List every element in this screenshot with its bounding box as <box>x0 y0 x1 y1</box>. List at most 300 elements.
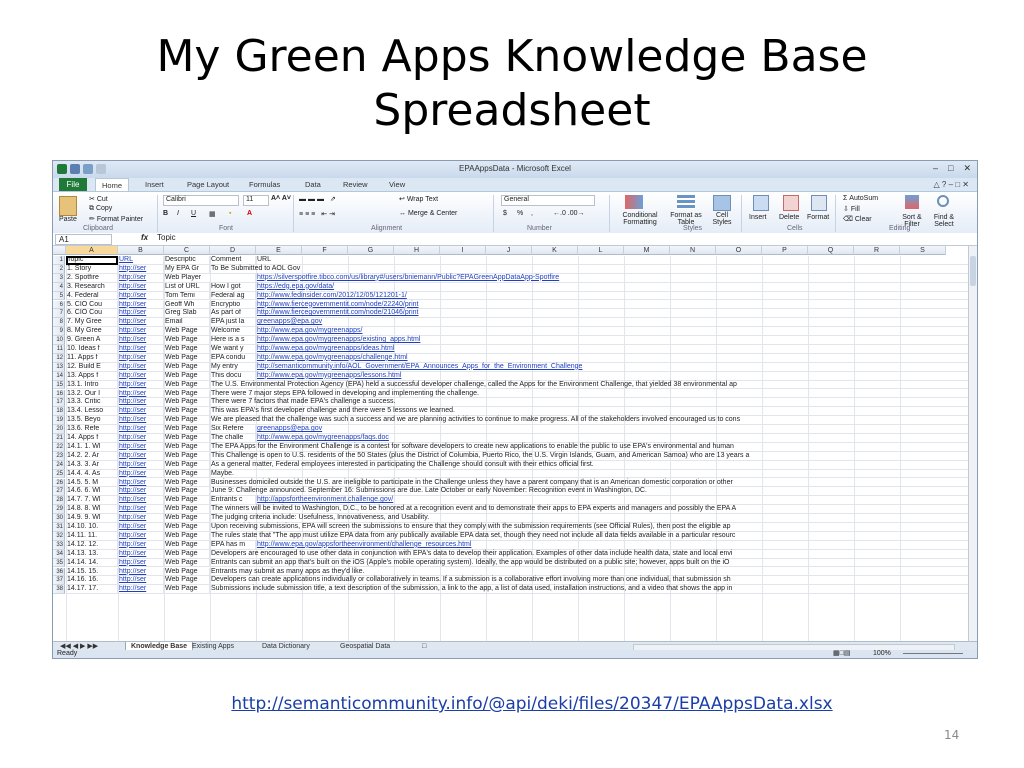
cell-c[interactable]: Web Page <box>165 585 210 594</box>
cell-c[interactable]: Web Page <box>165 336 210 345</box>
cell-b[interactable]: http://ser <box>119 532 164 541</box>
font-name-select[interactable]: Calibri <box>163 195 239 206</box>
row-header[interactable]: 33 <box>53 541 65 550</box>
column-header[interactable]: E <box>256 246 302 255</box>
zoom-level[interactable]: 100% <box>873 650 891 657</box>
cell-e[interactable]: greenapps@epa.gov <box>257 425 323 433</box>
font-color-icon[interactable]: A <box>247 210 253 217</box>
fill-button[interactable]: ⇩ Fill <box>843 206 860 213</box>
row-header[interactable]: 32 <box>53 532 65 541</box>
help-icon[interactable]: △ ? – □ ✕ <box>933 180 969 189</box>
find-select-button[interactable]: Find & Select <box>933 214 955 228</box>
cell-b[interactable]: http://ser <box>119 318 164 327</box>
cell-c[interactable]: Web Page <box>165 390 210 399</box>
table-row <box>66 354 968 363</box>
cell-a[interactable]: 1. Story <box>67 265 118 274</box>
cell-c[interactable]: Web Page <box>165 381 210 390</box>
cell-a[interactable]: 14.10. 10. <box>67 523 118 532</box>
autosum-button[interactable]: Σ AutoSum <box>843 195 879 202</box>
cell-c[interactable]: Web Page <box>165 576 210 585</box>
tab-insert[interactable]: Insert <box>145 180 164 189</box>
close-icon[interactable]: ✕ <box>963 163 971 173</box>
tab-home[interactable]: Home <box>95 178 129 192</box>
cell-b[interactable]: http://ser <box>119 550 164 559</box>
cell-d[interactable]: Six Refere <box>211 425 256 434</box>
cell-b[interactable]: http://ser <box>119 309 164 318</box>
row-header[interactable]: 17 <box>53 398 65 407</box>
view-buttons-icon[interactable]: ▦□▤ <box>833 650 851 657</box>
tab-formulas[interactable]: Formulas <box>249 180 281 189</box>
column-header[interactable]: F <box>302 246 348 255</box>
column-header[interactable]: K <box>532 246 578 255</box>
cell-d[interactable]: How I got <box>211 283 256 292</box>
table-row <box>66 407 968 416</box>
column-header[interactable]: P <box>762 246 808 255</box>
percent-button[interactable]: % <box>517 210 524 217</box>
cell-a[interactable]: 10. Ideas f <box>67 345 118 354</box>
cell-c[interactable]: Web Page <box>165 541 210 550</box>
cell-c[interactable]: Email <box>165 318 210 327</box>
row-header[interactable]: 7 <box>53 309 65 318</box>
merge-icon: ↔ <box>399 210 408 217</box>
cell-b[interactable]: http://ser <box>119 461 164 470</box>
cell-e[interactable]: http://www.epa.gov/mygreenapps/ <box>257 327 363 335</box>
column-header[interactable]: L <box>578 246 624 255</box>
cell-c[interactable]: Web Page <box>165 479 210 488</box>
column-header[interactable]: J <box>486 246 532 255</box>
cell-c[interactable]: Web Page <box>165 470 210 479</box>
sheet-tab-geospatial-data[interactable]: Geospatial Data <box>340 643 391 650</box>
cell-c[interactable]: Web Page <box>165 514 210 523</box>
cell-d[interactable]: The rules state that "The app must utilize EPA data from any publically available EPA data set, though they need not include all data fields available in a particular resourc <box>211 531 736 539</box>
cell-b[interactable]: http://ser <box>119 354 164 363</box>
cell-d[interactable]: Entrants can submit an app that's built on the iOS (Apple's mobile operating system). Ideally, the app would be distributed on a public site; however, apps built on the iO <box>211 558 730 566</box>
cell-a[interactable]: 11. Apps f <box>67 354 118 363</box>
cell-a[interactable]: 14.11. 11. <box>67 532 118 541</box>
align-top-icon[interactable]: ▬▬▬ ⇗ <box>299 196 338 203</box>
column-header[interactable]: G <box>348 246 394 255</box>
cell-d[interactable]: As part of <box>211 309 256 318</box>
cell-d[interactable]: We want y <box>211 345 256 354</box>
cell-c[interactable]: Web Page <box>165 487 210 496</box>
cell-c[interactable]: Web Page <box>165 568 210 577</box>
column-header[interactable]: R <box>854 246 900 255</box>
cell-c[interactable]: Web Page <box>165 425 210 434</box>
cell-c[interactable]: Web Page <box>165 327 210 336</box>
decimal-icon[interactable]: ←.0 .00→ <box>553 210 585 217</box>
cell-d[interactable]: This was EPA's first developer challenge and there were 5 lessons we learned. <box>211 407 456 415</box>
active-cell[interactable] <box>66 256 118 265</box>
cell-c[interactable]: Web Page <box>165 496 210 505</box>
cell-b[interactable]: URL <box>119 256 164 265</box>
grow-font-icon[interactable]: A˄ A˅ <box>271 195 291 202</box>
cell-a[interactable]: 14.17. 17. <box>67 585 118 594</box>
format-painter-button[interactable]: ✏ Format Painter <box>89 216 144 223</box>
cell-c[interactable]: Web Page <box>165 523 210 532</box>
cell-e[interactable]: http://www.fedinsider.com/2012/12/05/121201-1/ <box>257 291 407 299</box>
cell-b[interactable]: http://ser <box>119 479 164 488</box>
cell-e[interactable]: http://www.epa.gov/mygreenapps/challenge.html <box>257 353 408 361</box>
cell-b[interactable]: http://ser <box>119 301 164 310</box>
cell-b[interactable]: http://ser <box>119 416 164 425</box>
cell-c[interactable]: Web Page <box>165 354 210 363</box>
row-header[interactable]: 9 <box>53 327 65 336</box>
cell-b[interactable]: http://ser <box>119 505 164 514</box>
cell-a[interactable]: 13.3. Critic <box>67 398 118 407</box>
row-header[interactable]: 36 <box>53 568 65 577</box>
row-header[interactable]: 12 <box>53 354 65 363</box>
cell-c[interactable]: Web Page <box>165 398 210 407</box>
cell-d[interactable]: There were 7 major steps EPA followed in developing and implementing the challenge. <box>211 389 479 397</box>
cell-a[interactable]: 13. Apps f <box>67 372 118 381</box>
cell-a[interactable]: 14.5. 5. M <box>67 479 118 488</box>
cell-a[interactable]: 13.2. Our I <box>67 390 118 399</box>
format-as-table-button[interactable]: Format as Table <box>670 212 702 226</box>
font-size-select[interactable]: 11 <box>243 195 269 206</box>
cell-e[interactable]: http://www.fiercegovernmentit.com/node/22240/print <box>257 300 419 308</box>
cell-a[interactable]: 14.6. 6. Wl <box>67 487 118 496</box>
cell-d[interactable]: Entrants may submit as many apps as they'd like. <box>211 567 365 575</box>
align-left-icon[interactable]: ≡≡≡ ⇤⇥ <box>299 211 337 218</box>
cell-a[interactable]: 13.6. Refe <box>67 425 118 434</box>
row-header[interactable]: 31 <box>53 523 65 532</box>
brush-icon: ✏ <box>89 216 97 223</box>
conditional-formatting-icon <box>625 195 643 209</box>
merge-center-button[interactable]: ↔ Merge & Center <box>399 210 458 217</box>
cell-a[interactable]: 14. Apps f <box>67 434 118 443</box>
cell-b[interactable]: http://ser <box>119 381 164 390</box>
cell-a[interactable]: 14.4. 4. As <box>67 470 118 479</box>
window-titlebar <box>53 161 977 178</box>
cell-d[interactable]: Submissions include submission title, a text description of the submission, a link to the app, a list of data used, installation instructions, and a video that shows the app in <box>211 585 733 593</box>
minimize-icon[interactable]: – <box>933 163 939 173</box>
cell-e[interactable]: https://silverspotfire.tibco.com/us/library#/users/bniemann/Public?EPAGreenAppDataApp-Spotfire <box>257 273 560 281</box>
cell-b[interactable]: http://ser <box>119 541 164 550</box>
cell-c[interactable]: Web Page <box>165 443 210 452</box>
source-url-link[interactable]: http://semanticommunity.info/@api/deki/files/20347/EPAAppsData.xlsx <box>231 694 833 714</box>
cell-d[interactable]: Entrants c <box>211 496 256 505</box>
cell-c[interactable]: List of URL <box>165 283 210 292</box>
row-header[interactable]: 22 <box>53 443 65 452</box>
sheet-nav-icon[interactable]: ◀◀ ◀ ▶ ▶▶ <box>60 643 99 650</box>
cell-d[interactable]: My entry <box>211 363 256 372</box>
cell-c[interactable]: Web Player <box>165 274 256 283</box>
row-header[interactable]: 26 <box>53 479 65 488</box>
cell-c[interactable]: Geoff Wh <box>165 301 210 310</box>
cell-d[interactable]: To Be Submitted to AOL Gov <box>211 264 301 272</box>
row-header[interactable]: 38 <box>53 585 65 594</box>
cell-a[interactable]: 14.7. 7. Wl <box>67 496 118 505</box>
cell-d[interactable]: Here is a s <box>211 336 256 345</box>
row-header[interactable]: 1 <box>53 256 65 265</box>
cell-d[interactable]: The U.S. Environmental Protection Agency (EPA) held a successful developer challenge, called the Apps for the Environment Challenge, that yielded 38 environmental ap <box>211 380 737 388</box>
cell-c[interactable]: Web Page <box>165 434 210 443</box>
restore-icon[interactable]: □ <box>948 163 954 173</box>
cell-c[interactable]: Greg Slab <box>165 309 210 318</box>
cell-e[interactable]: http://www.fiercegovernmentit.com/node/21046/print <box>257 309 419 317</box>
cell-d[interactable]: EPA condu <box>211 354 256 363</box>
sheet-tab-knowledge-base[interactable]: Knowledge Base <box>125 642 193 652</box>
sheet-tab-data-dictionary[interactable]: Data Dictionary <box>262 643 310 650</box>
cell-a[interactable]: 2. Spotfire <box>67 274 118 283</box>
cell-b[interactable]: http://ser <box>119 585 164 594</box>
wrap-text-button[interactable]: ↩ Wrap Text <box>399 196 439 203</box>
tab-view[interactable]: View <box>389 180 406 189</box>
delete-button[interactable]: Delete <box>779 214 800 221</box>
cell-d[interactable]: The winners will be invited to Washington, D.C., to be honored at a recognition event and to demonstrate their apps to EPA experts and managers and possibly the EPA A <box>211 505 737 513</box>
sheet-tab-existing-apps[interactable]: Existing Apps <box>192 643 235 650</box>
row-header[interactable]: 6 <box>53 301 65 310</box>
cell-a[interactable]: 13.5. Beyo <box>67 416 118 425</box>
cell-b[interactable]: http://ser <box>119 274 164 283</box>
row-header[interactable]: 11 <box>53 345 65 354</box>
cell-c[interactable]: My EPA Gr <box>165 265 210 274</box>
cell-e[interactable]: http://appsfortheenvironment.challenge.gov/ <box>257 496 394 504</box>
cell-e[interactable]: http://www.epa.gov/mygreenapps/lessons.html <box>257 371 402 379</box>
name-box[interactable]: A1 <box>55 234 112 245</box>
column-header[interactable]: B <box>118 246 164 255</box>
cell-b[interactable]: http://ser <box>119 559 164 568</box>
paste-button[interactable]: Paste <box>59 216 77 223</box>
column-header[interactable]: H <box>394 246 440 255</box>
row-header[interactable]: 27 <box>53 487 65 496</box>
row-header[interactable]: 14 <box>53 372 65 381</box>
underline-button[interactable]: U <box>191 210 197 217</box>
table-row <box>66 496 968 505</box>
cell-d[interactable]: This Challenge is open to U.S. residents of the 50 States (plus the District of Columbia, Puerto Rico, the U.S. Virgin Islands, Guam, and American Samoa) who are 13 years a <box>211 451 750 459</box>
cell-d[interactable]: Encryptio <box>211 301 256 310</box>
cell-a[interactable]: 14.3. 3. Ar <box>67 461 118 470</box>
cell-d[interactable]: EPA has m <box>211 541 256 550</box>
cell-c[interactable]: Web Page <box>165 363 210 372</box>
cell-b[interactable]: http://ser <box>119 425 164 434</box>
currency-button[interactable]: $ <box>503 210 507 217</box>
row-header[interactable]: 30 <box>53 514 65 523</box>
cell-c[interactable]: Descriptic <box>165 256 210 265</box>
cell-d[interactable]: Developers can create applications individually or collaboratively in teams. If a submission is a collaborative effort involving more than one individual, that submission sh <box>211 576 731 584</box>
cell-d[interactable]: We are pleased that the challenge was such a success and we are planning activities to continue to make progress. All of the stakeholders involved encouraged us to cons <box>211 416 741 424</box>
cell-b[interactable]: http://ser <box>119 452 164 461</box>
cell-b[interactable]: http://ser <box>119 496 164 505</box>
cell-a[interactable]: 8. My Gree <box>67 327 118 336</box>
row-header[interactable]: 19 <box>53 416 65 425</box>
cell-d[interactable]: Upon receiving submissions, EPA will screen the submissions to ensure that they comply with the submission requirements (see Official Rules), then post the eligible ap <box>211 523 731 530</box>
eraser-icon: ⌫ <box>843 216 855 223</box>
cell-e[interactable]: https://edg.epa.gov/data/ <box>257 282 335 290</box>
cell-styles-button[interactable]: Cell Styles <box>712 212 732 226</box>
column-header[interactable]: Q <box>808 246 854 255</box>
column-header[interactable]: O <box>716 246 762 255</box>
cell-b[interactable]: http://ser <box>119 327 164 336</box>
cell-a[interactable]: 14.12. 12. <box>67 541 118 550</box>
table-row <box>66 559 968 568</box>
row-header[interactable]: 35 <box>53 559 65 568</box>
cell-b[interactable]: http://ser <box>119 568 164 577</box>
slide-title-line-2: Spreadsheet <box>373 85 651 136</box>
vertical-scrollbar[interactable] <box>968 246 978 641</box>
cell-c[interactable]: Web Page <box>165 407 210 416</box>
cell-d[interactable]: Businesses domiciled outside the U.S. are ineligible to participate in the Challenge unless they have a parent company that is an American domestic corporation or other <box>211 478 733 486</box>
row-header[interactable]: 8 <box>53 318 65 327</box>
cell-b[interactable]: http://ser <box>119 398 164 407</box>
conditional-formatting-button[interactable]: Conditional Formatting <box>622 212 658 226</box>
column-header[interactable]: C <box>164 246 210 255</box>
cell-b[interactable]: http://ser <box>119 576 164 585</box>
cut-button[interactable]: ✂ Cut <box>89 196 108 203</box>
cell-a[interactable]: 14.14. 14. <box>67 559 118 568</box>
cell-c[interactable]: Web Page <box>165 461 210 470</box>
cell-e[interactable]: greenapps@epa.gov <box>257 318 323 326</box>
cell-a[interactable]: 13.1. Intro <box>67 381 118 390</box>
cell-d[interactable]: Maybe. <box>211 469 234 477</box>
column-header[interactable]: N <box>670 246 716 255</box>
cell-b[interactable]: http://ser <box>119 363 164 372</box>
cell-a[interactable]: 6. CIO Cou <box>67 309 118 318</box>
row-header[interactable]: 20 <box>53 425 65 434</box>
cell-b[interactable]: http://ser <box>119 372 164 381</box>
cell-a[interactable]: Topic <box>67 256 118 265</box>
spreadsheet-grid[interactable] <box>53 246 968 641</box>
cell-a[interactable]: 3. Research <box>67 283 118 292</box>
formula-input[interactable]: Topic <box>157 233 176 242</box>
select-all-corner[interactable] <box>53 246 66 255</box>
cell-a[interactable]: 4. Federal <box>67 292 118 301</box>
cell-b[interactable]: http://ser <box>119 514 164 523</box>
bold-button[interactable]: B <box>163 210 169 217</box>
fill-color-icon[interactable]: ▪ <box>229 210 232 217</box>
cell-b[interactable]: http://ser <box>119 407 164 416</box>
tab-data[interactable]: Data <box>305 180 321 189</box>
cell-e[interactable]: http://www.epa.gov/mygreenapps/faqs.doc <box>257 434 389 441</box>
cell-c[interactable]: Web Page <box>165 416 210 425</box>
cell-b[interactable]: http://ser <box>119 292 164 301</box>
column-header[interactable]: A <box>66 246 118 255</box>
cell-c[interactable]: Web Page <box>165 345 210 354</box>
column-header[interactable]: S <box>900 246 946 255</box>
zoom-slider[interactable] <box>903 653 963 654</box>
cell-d[interactable]: Welcome <box>211 327 256 336</box>
cell-a[interactable]: 14.16. 16. <box>67 576 118 585</box>
cell-e[interactable]: URL <box>257 256 272 263</box>
row-header[interactable]: 28 <box>53 496 65 505</box>
column-header[interactable]: I <box>440 246 486 255</box>
cell-d[interactable]: Developers are encouraged to use other data in conjunction with EPA's data to develop their application. Examples of other data include health data, state and local envi <box>211 549 733 557</box>
cell-b[interactable]: http://ser <box>119 487 164 496</box>
copy-button[interactable]: ⧉ Copy <box>89 205 113 212</box>
row-header[interactable]: 4 <box>53 283 65 292</box>
cell-b[interactable]: http://ser <box>119 434 164 443</box>
cell-d[interactable]: The EPA Apps for the Environment Challenge is a contest for software developers to create new applications to enable the public to use EPA's environmental and human <box>211 442 734 450</box>
scrollbar-thumb[interactable] <box>970 256 976 286</box>
row-header[interactable]: 23 <box>53 452 65 461</box>
tab-page-layout[interactable]: Page Layout <box>187 180 230 189</box>
cell-d[interactable]: Federal ag <box>211 292 256 301</box>
italic-button[interactable]: I <box>177 210 179 217</box>
column-header[interactable]: D <box>210 246 256 255</box>
cell-c[interactable]: Web Page <box>165 559 210 568</box>
column-header[interactable]: M <box>624 246 670 255</box>
number-format-select[interactable]: General <box>501 195 595 206</box>
paste-icon[interactable] <box>59 196 77 216</box>
row-header[interactable]: 15 <box>53 381 65 390</box>
row-header[interactable]: 34 <box>53 550 65 559</box>
row-header[interactable]: 3 <box>53 274 65 283</box>
cell-d[interactable]: As a general matter, Federal employees interested in participating the Challenge should consult with their ethics official first. <box>211 460 594 468</box>
cell-a[interactable]: 14.9. 9. Wl <box>67 514 118 523</box>
row-header[interactable]: 5 <box>53 292 65 301</box>
borders-icon[interactable]: ▦ <box>209 211 216 218</box>
cell-a[interactable]: 14.1. 1. Wl <box>67 443 118 452</box>
row-header[interactable]: 25 <box>53 470 65 479</box>
cell-a[interactable]: 9. Green A <box>67 336 118 345</box>
sort-filter-button[interactable]: Sort & Filter <box>902 214 922 228</box>
row-header[interactable]: 10 <box>53 336 65 345</box>
cell-b[interactable]: http://ser <box>119 345 164 354</box>
cell-d[interactable]: EPA just la <box>211 318 256 327</box>
cell-a[interactable]: 12. Build E <box>67 363 118 372</box>
cell-d[interactable]: The challe <box>211 434 256 443</box>
cell-d[interactable]: June 9: Challenge announced. September 16: Submissions are due. Late October or early November: Recognition event in Washington, DC. <box>211 487 647 495</box>
row-header[interactable]: 29 <box>53 505 65 514</box>
cell-d[interactable]: The judging criteria include: Usefulness, Innovativeness, and Usability. <box>211 514 430 522</box>
cell-c[interactable]: Web Page <box>165 372 210 381</box>
comma-button[interactable]: , <box>531 210 533 217</box>
tab-file[interactable]: File <box>59 178 87 191</box>
row-header[interactable]: 2 <box>53 265 65 274</box>
row-header[interactable]: 18 <box>53 407 65 416</box>
cell-d[interactable]: Comment <box>211 256 256 265</box>
row-header[interactable]: 13 <box>53 363 65 372</box>
row-header[interactable]: 24 <box>53 461 65 470</box>
cell-c[interactable]: Web Page <box>165 452 210 461</box>
cell-e[interactable]: http://www.epa.gov/mygreenapps/existing_apps.html <box>257 336 421 344</box>
format-button[interactable]: Format <box>807 214 830 221</box>
cell-b[interactable]: http://ser <box>119 443 164 452</box>
cell-c[interactable]: Web Page <box>165 550 210 559</box>
cell-a[interactable]: 14.8. 8. Wl <box>67 505 118 514</box>
cell-d[interactable]: There were 7 factors that made EPA's challenge a success. <box>211 398 396 406</box>
new-sheet-icon[interactable]: □ <box>422 643 427 650</box>
tab-review[interactable]: Review <box>343 180 368 189</box>
cell-e[interactable]: http://semanticommunity.info/AOL_Government/EPA_Announces_Apps_for_the_Environment_Challenge <box>257 362 583 370</box>
row-header[interactable]: 21 <box>53 434 65 443</box>
row-header[interactable]: 16 <box>53 390 65 399</box>
cell-a[interactable]: 14.2. 2. Ar <box>67 452 118 461</box>
clear-button[interactable]: ⌫ Clear <box>843 216 872 223</box>
cell-a[interactable]: 14.15. 15. <box>67 568 118 577</box>
cell-b[interactable]: http://ser <box>119 265 164 274</box>
cell-c[interactable]: Web Page <box>165 532 210 541</box>
cell-b[interactable]: http://ser <box>119 470 164 479</box>
cell-a[interactable]: 7. My Gree <box>67 318 118 327</box>
cell-c[interactable]: Web Page <box>165 505 210 514</box>
cell-a[interactable]: 13.4. Lesso <box>67 407 118 416</box>
insert-button[interactable]: Insert <box>749 214 767 221</box>
cell-b[interactable]: http://ser <box>119 523 164 532</box>
cell-a[interactable]: 5. CIO Cou <box>67 301 118 310</box>
group-separator <box>741 195 742 232</box>
cell-c[interactable]: Tom Temi <box>165 292 210 301</box>
cell-a[interactable]: 14.13. 13. <box>67 550 118 559</box>
cell-b[interactable]: http://ser <box>119 390 164 399</box>
cell-b[interactable]: http://ser <box>119 283 164 292</box>
cell-e[interactable]: http://www.epa.gov/appsfortheenvironment/challenge_resources.html <box>257 540 472 548</box>
cell-b[interactable]: http://ser <box>119 336 164 345</box>
row-header[interactable]: 37 <box>53 576 65 585</box>
cell-e[interactable]: http://www.epa.gov/mygreenapps/ideas.html <box>257 345 395 352</box>
fx-icon[interactable]: fx <box>141 233 149 242</box>
cell-d[interactable]: This docu <box>211 372 256 381</box>
